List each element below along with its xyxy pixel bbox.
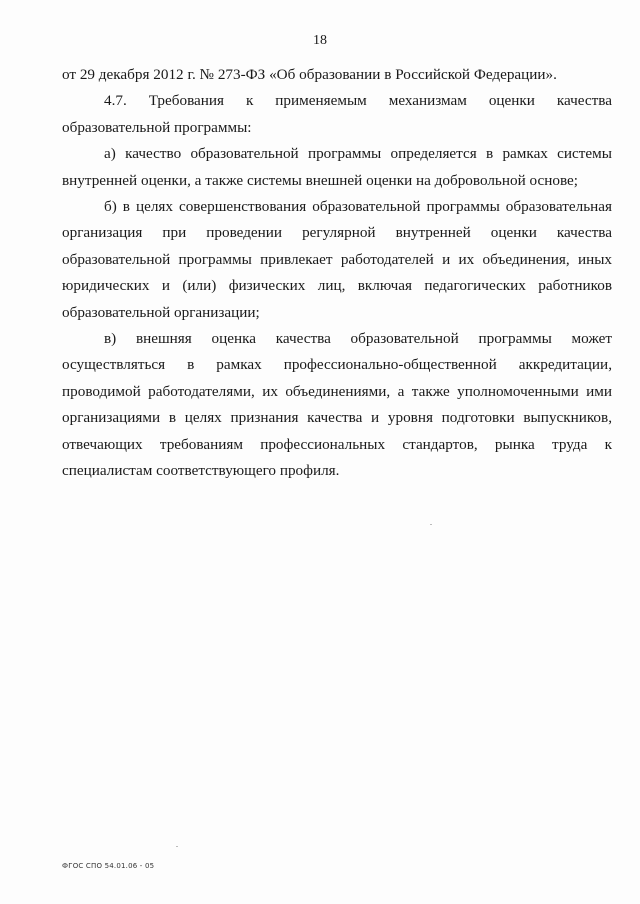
paragraph-item-a: а) качество образовательной программы определяется в рамках системы внутренней оценки, а также системы внешней оценки на добровольной основе; (62, 145, 612, 189)
scan-speck (430, 524, 432, 525)
paragraph-item-b: б) в целях совершенствования образовательной программы образовательная организация при проведении регулярной внутренней оценки качества образовательной программы привлекает работодателей и их объединения, иных юридических и (или) физических лиц, включая педагогических работников образовательной организации; (62, 198, 612, 321)
paragraph-law-reference: от 29 декабря 2012 г. № 273-ФЗ «Об образовании в Российской Федерации». (62, 66, 557, 83)
page-number: 18 (313, 33, 327, 48)
scan-speck (176, 846, 178, 847)
paragraph-section-4-7: 4.7. Требования к применяемым механизмам оценки качества образовательной программы: (62, 92, 612, 136)
document-body (62, 62, 612, 485)
paragraph-item-v: в) внешняя оценка качества образовательной программы может осуществляться в рамках профессионально-общественной аккредитации, проводимой работодателями, их объединениями, а также уполномоченными ими организациями в целях признания качества и уровня подготовки выпускников, отвечающих требованиям профессиональных стандартов, рынка труда к специалистам соответствующего профиля. (62, 330, 612, 480)
footer-document-code: ФГОС СПО 54.01.06 - 05 (62, 862, 155, 870)
